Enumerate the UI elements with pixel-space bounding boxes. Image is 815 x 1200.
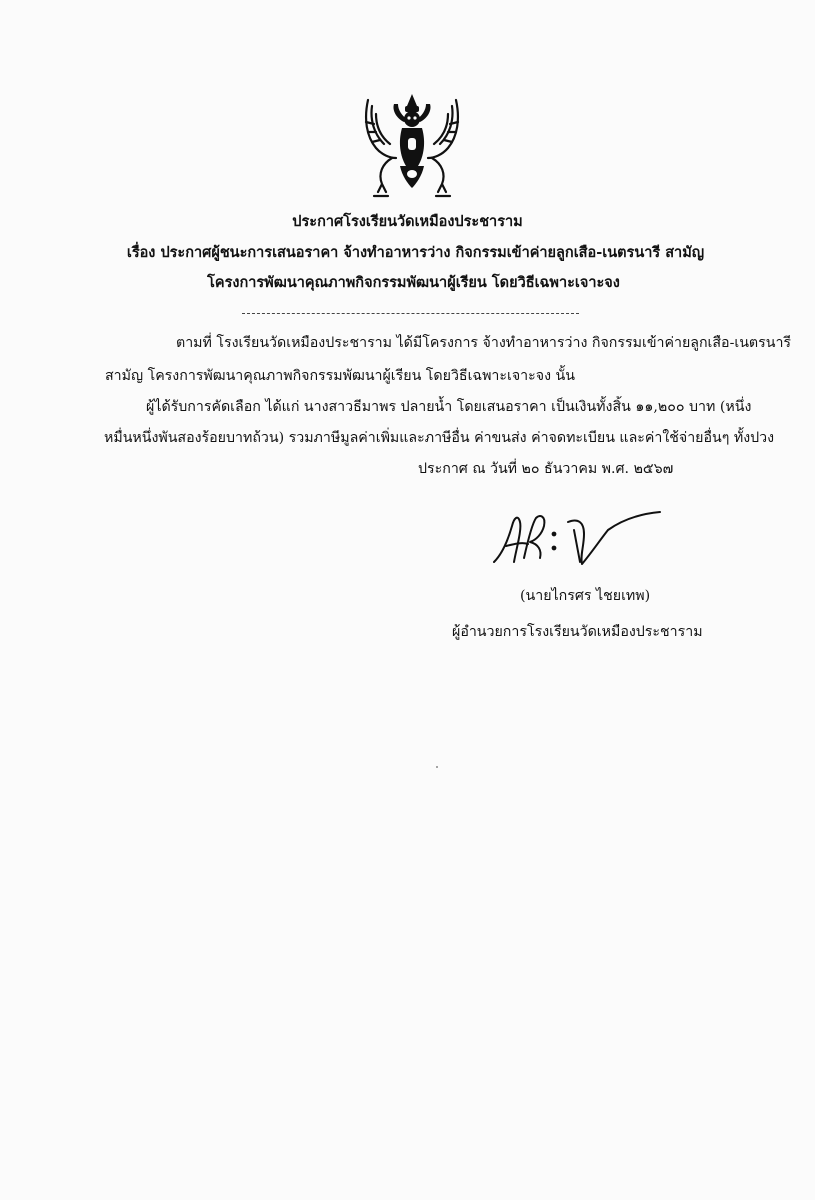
announcement-subject: เรื่อง ประกาศผู้ชนะการเสนอราคา จ้างทำอาหารว่าง กิจกรรมเข้าค่ายลูกเสือ-เนตรนารี สามัญ [126, 244, 705, 261]
handwritten-signature [488, 500, 668, 580]
header-divider [242, 313, 579, 314]
paragraph-2-line-1: ผู้ได้รับการคัดเลือก ได้แก่ นางสาวธีมาพร ปลายน้ำ โดยเสนอราคา เป็นเงินทั้งสิ้น ๑๑,๒๐๐ บาท (หนึ่ง [146, 399, 752, 415]
signer-name: (นายไกรศร ไชยเทพ) [520, 588, 651, 604]
announcement-project: โครงการพัฒนาคุณภาพกิจกรรมพัฒนาผู้เรียน โดยวิธีเฉพาะเจาะจง [207, 274, 620, 291]
paragraph-1-line-2: สามัญ โครงการพัฒนาคุณภาพกิจกรรมพัฒนาผู้เรียน โดยวิธีเฉพาะเจาะจง นั้น [105, 368, 575, 384]
scan-speck [436, 766, 438, 768]
signer-title: ผู้อำนวยการโรงเรียนวัดเหมืองประชาราม [452, 624, 703, 640]
announcement-date: ประกาศ ณ วันที่ ๒๐ ธันวาคม พ.ศ. ๒๕๖๗ [418, 461, 674, 477]
paragraph-2-line-2: หมื่นหนึ่งพันสองร้อยบาทถ้วน) รวมภาษีมูลค่าเพิ่มและภาษีอื่น ค่าขนส่ง ค่าจดทะเบียน และค่าใช้จ่ายอื่นๆ ทั้งปวง [104, 430, 775, 446]
paragraph-1-line-1: ตามที่ โรงเรียนวัดเหมืองประชาราม ได้มีโครงการ จ้างทำอาหารว่าง กิจกรรมเข้าค่ายลูกเสือ-เนตรนารี [176, 335, 792, 351]
garuda-emblem-icon [362, 92, 462, 202]
announcement-title: ประกาศโรงเรียนวัดเหมืองประชาราม [292, 213, 523, 230]
